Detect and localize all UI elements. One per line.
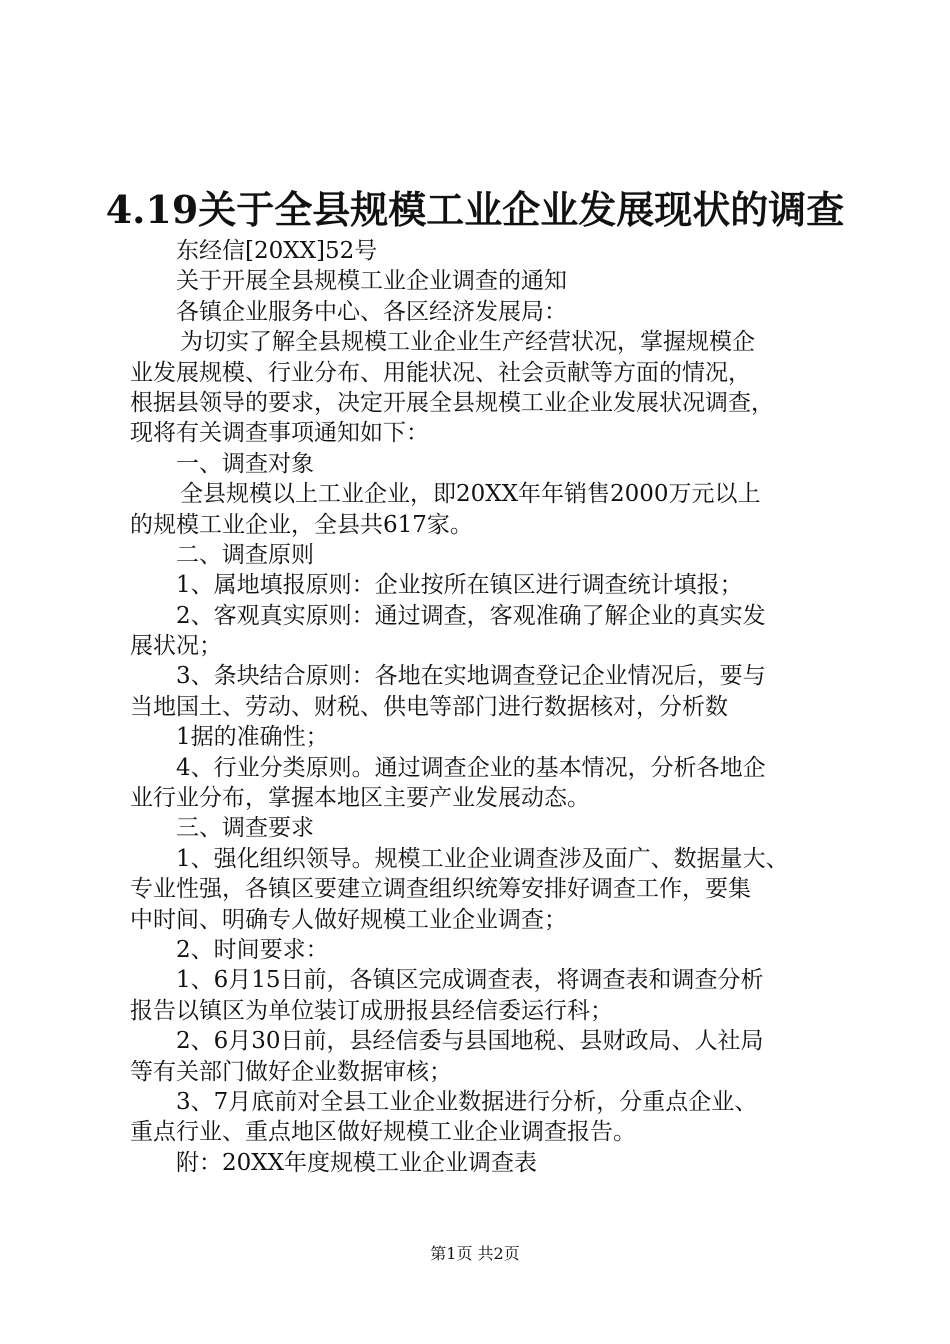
- doc-line: 业发展规模、行业分布、用能状况、社会贡献等方面的情况，: [130, 359, 751, 386]
- doc-line: 当地国土、劳动、财税、供电等部门进行数据核对，分析数: [130, 693, 728, 720]
- doc-line: 现将有关调查事项通知如下：: [130, 420, 429, 447]
- doc-line: 1、属地填报原则：企业按所在镇区进行调查统计填报；: [176, 572, 743, 599]
- doc-line: 业行业分布，掌握本地区主要产业发展动态。: [130, 785, 590, 812]
- doc-line: 3、条块结合原则：各地在实地调查登记企业情况后，要与: [176, 663, 766, 690]
- document-body: [130, 236, 830, 1178]
- page-footer: 第1页 共2页: [430, 1244, 520, 1263]
- doc-line-recipients: 各镇企业服务中心、各区经济发展局：: [176, 298, 567, 325]
- doc-line: 1、6月15日前，各镇区完成调查表，将调查表和调查分析: [176, 967, 764, 994]
- doc-line: 2、时间要求：: [176, 936, 329, 963]
- doc-line: 展状况；: [130, 633, 222, 660]
- doc-line: 2、6月30日前，县经信委与县国地税、县财政局、人社局: [176, 1028, 764, 1055]
- doc-section-heading: 一、调查对象: [176, 450, 314, 477]
- doc-line: 等有关部门做好企业数据审核；: [130, 1058, 452, 1085]
- doc-line: 3、7月底前对全县工业企业数据进行分析，分重点企业、: [176, 1088, 758, 1115]
- doc-line: 1据的准确性；: [176, 724, 329, 751]
- doc-line: 1、强化组织领导。规模工业企业调查涉及面广、数据量大、: [176, 845, 789, 872]
- document-title: 4.19关于全县规模工业企业发展现状的调查: [105, 187, 845, 232]
- doc-line: 专业性强，各镇区要建立调查组织统筹安排好调查工作，要集: [130, 876, 751, 903]
- doc-line-notice-title: 关于开展全县规模工业企业调查的通知: [176, 268, 567, 295]
- doc-line: 中时间、明确专人做好规模工业企业调查；: [130, 906, 567, 933]
- doc-section-heading: 二、调查原则: [176, 541, 314, 568]
- doc-line: 报告以镇区为单位装订成册报县经信委运行科；: [130, 997, 613, 1024]
- doc-line: 全县规模以上工业企业，即20XX年年销售2000万元以上: [180, 481, 761, 508]
- doc-section-heading: 三、调查要求: [176, 815, 314, 842]
- doc-line: 根据县领导的要求，决定开展全县规模工业企业发展状况调查，: [130, 389, 774, 416]
- doc-line: 4、行业分类原则。通过调查企业的基本情况，分析各地企: [176, 754, 766, 781]
- doc-line: 2、客观真实原则：通过调查，客观准确了解企业的真实发: [176, 602, 766, 629]
- doc-line-attachment: 附：20XX年度规模工业企业调查表: [176, 1149, 538, 1176]
- doc-line: 的规模工业企业，全县共617家。: [130, 511, 473, 538]
- doc-line: 为切实了解全县规模工业企业生产经营状况，掌握规模企: [180, 329, 755, 356]
- doc-line: 重点行业、重点地区做好规模工业企业调查报告。: [130, 1119, 636, 1146]
- doc-line-ref-number: 东经信[20XX]52号: [176, 238, 378, 264]
